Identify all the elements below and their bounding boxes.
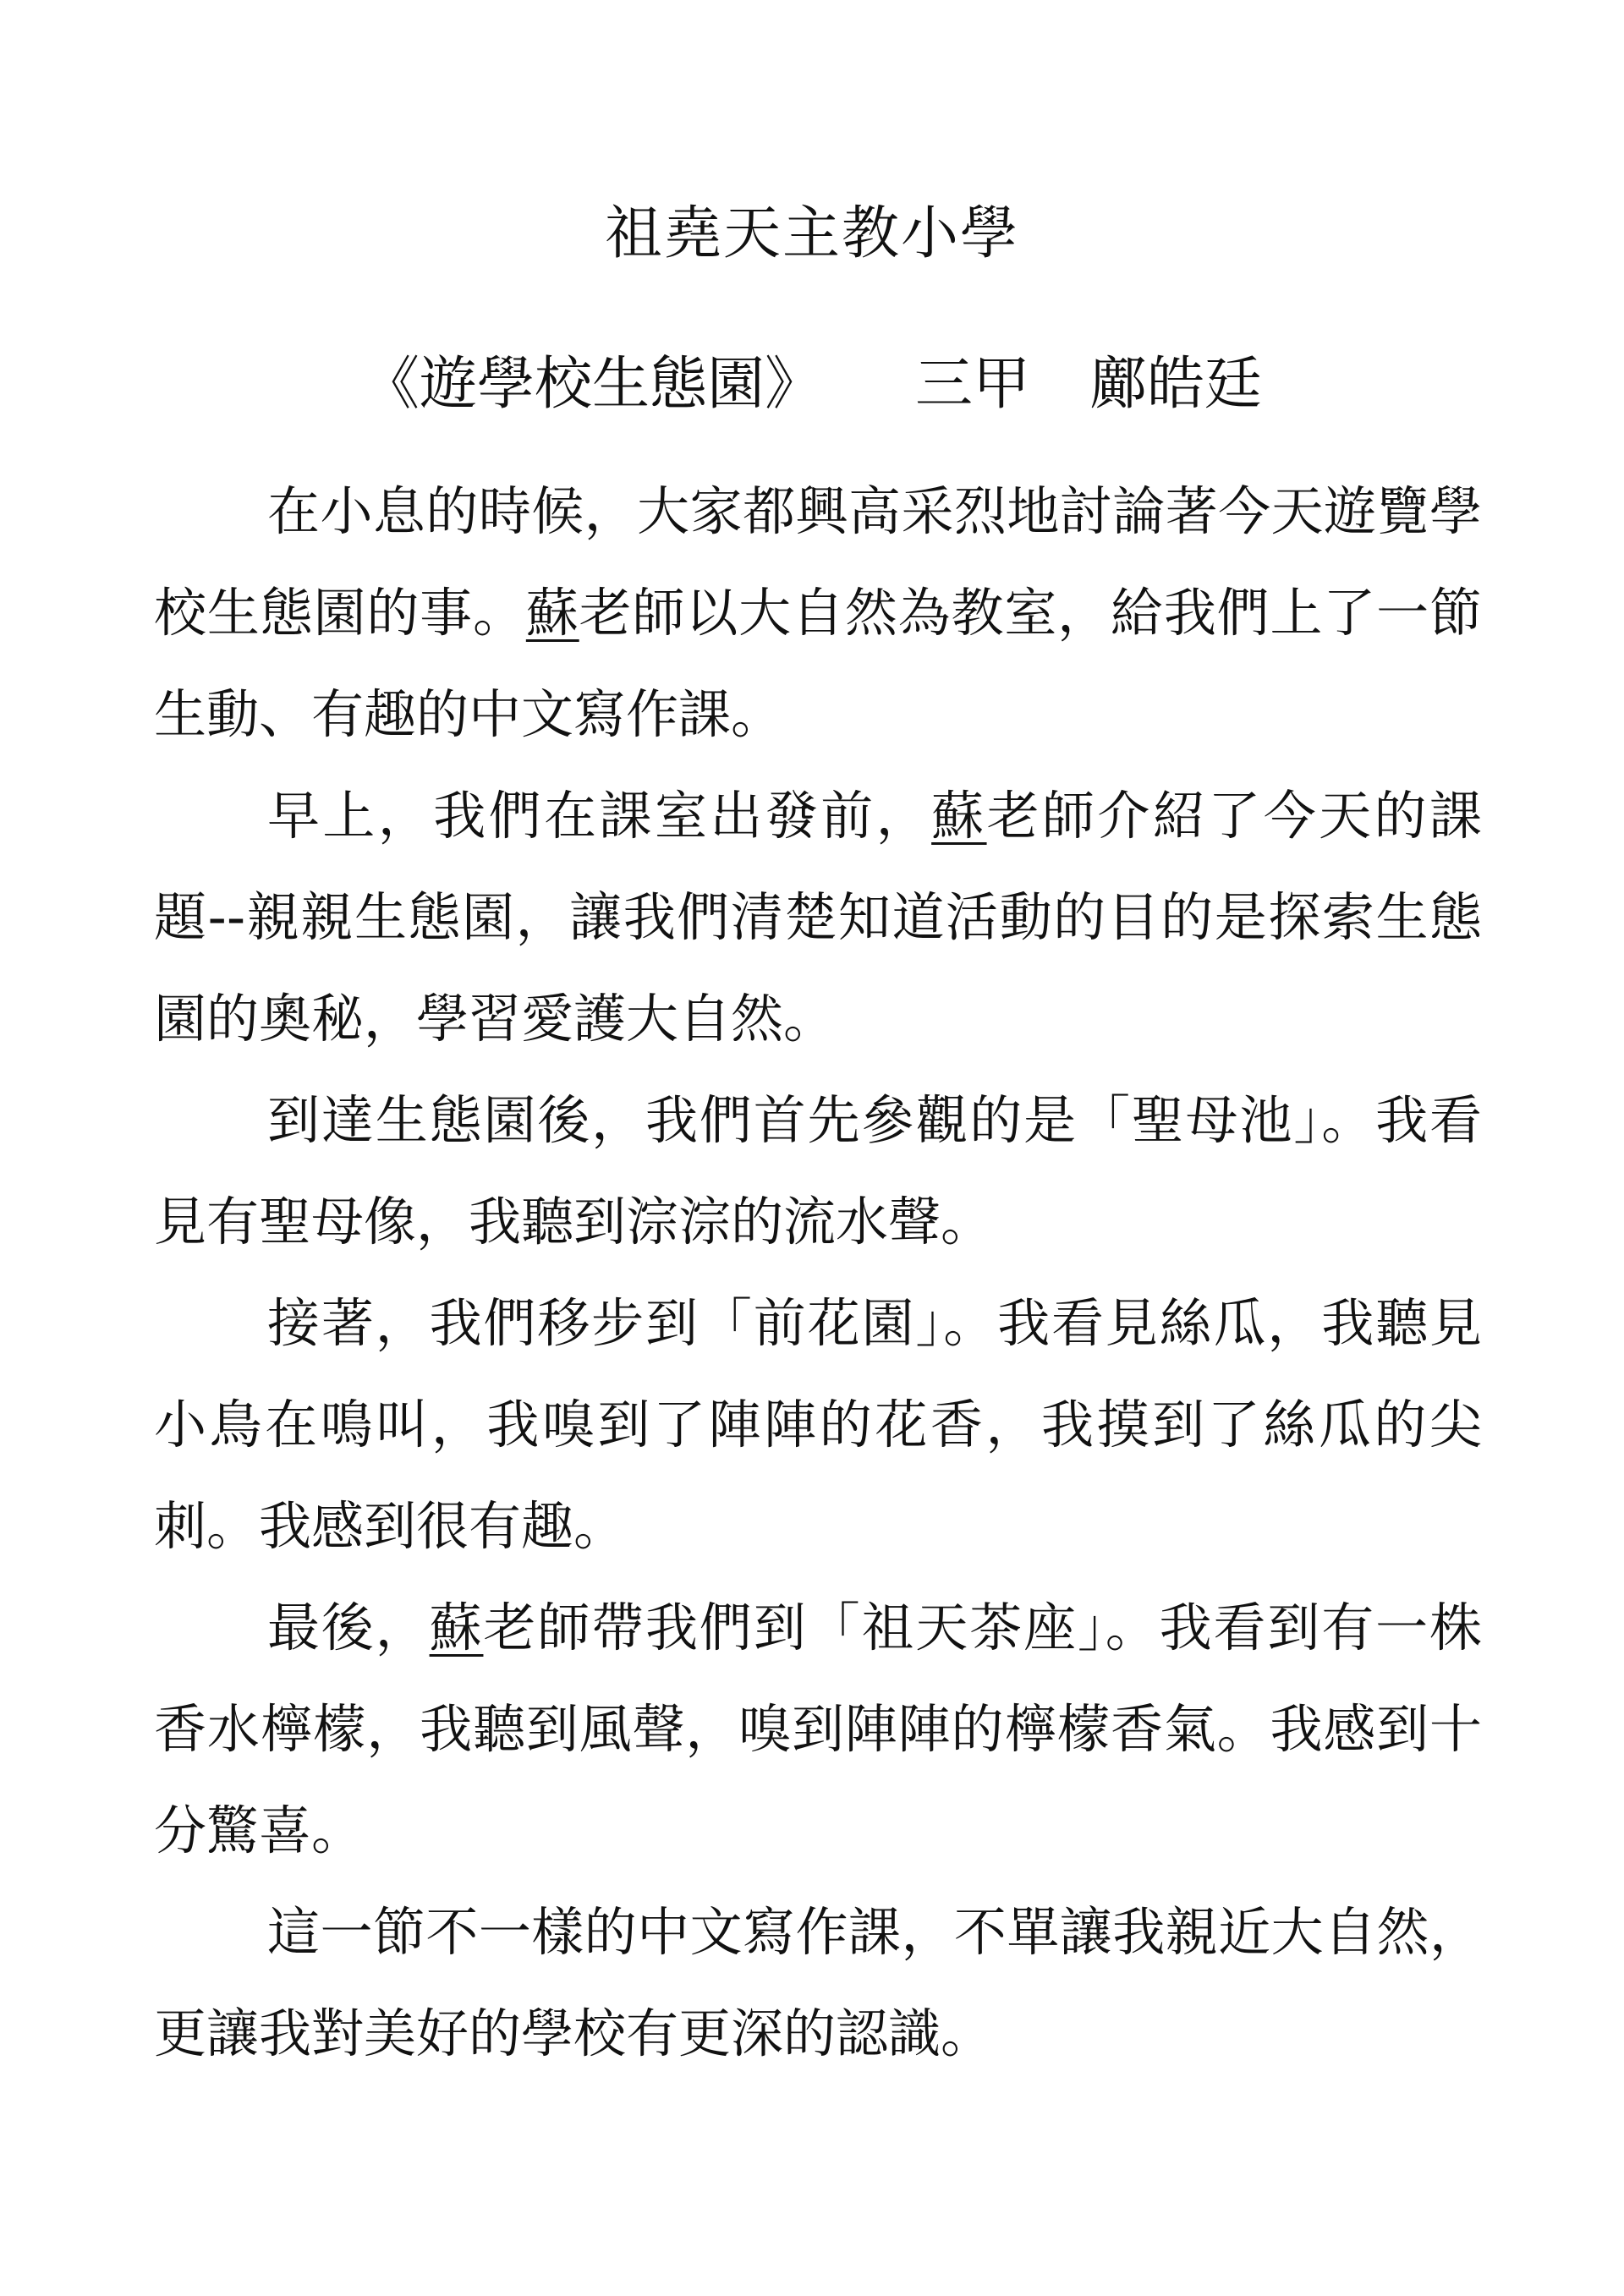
essay-paragraph-3 bbox=[154, 1070, 1482, 1273]
essay-heading bbox=[0, 347, 1624, 423]
essay-paragraph-1 bbox=[154, 461, 1482, 765]
essay-paragraph-2 bbox=[154, 765, 1482, 1070]
paragraph-segment: 在小息的時候，大家都興高采烈地討論著今天遊覽學校生態園的事。 bbox=[154, 480, 1482, 644]
class-name: 三甲 bbox=[914, 351, 1030, 418]
paragraph-segment: 接著，我們移步到「前花園」。我看見絲瓜，我聽見小鳥在鳴叫，我嗅到了陣陣的花香，我摸到了絲瓜的尖刺。我感到很有趣。 bbox=[154, 1292, 1482, 1557]
teacher-name-underlined: 蘇 bbox=[931, 785, 987, 847]
essay-paragraph-5 bbox=[154, 1577, 1482, 1882]
teacher-name-underlined: 蘇 bbox=[525, 582, 579, 644]
paragraph-segment: 老師以大自然為教室，給我們上了一節生動、有趣的中文寫作課。 bbox=[154, 582, 1482, 745]
essay-title: 《遊學校生態園》 bbox=[361, 351, 822, 418]
school-title: 祖堯天主教小學 bbox=[604, 200, 1019, 267]
teacher-name-underlined: 蘇 bbox=[429, 1597, 484, 1658]
essay-paragraph-6 bbox=[154, 1882, 1482, 2085]
paragraph-segment: 老師帶我們到「祖天茶座」。我看到有一株香水檸檬，我聽到風聲，嗅到陣陣的檸檬香氣。我感到十分驚喜。 bbox=[154, 1597, 1482, 1861]
paragraph-segment: 這一節不一樣的中文寫作課，不單讓我親近大自然，更讓我對美好的學校有更深的認識。 bbox=[154, 1901, 1482, 2064]
paragraph-segment: 最後， bbox=[267, 1597, 430, 1658]
essay-body bbox=[154, 461, 1482, 2085]
student-name: 鄺皓廷 bbox=[1089, 351, 1263, 418]
essay-paragraph-4 bbox=[154, 1273, 1482, 1577]
paragraph-segment: 早上，我們在課室出發前， bbox=[267, 785, 932, 847]
paragraph-segment: 老師介紹了今天的課題--親親生態園，讓我們清楚知道活動的目的是探索生態園的奧秘，學習愛護大自然。 bbox=[154, 785, 1482, 1049]
paragraph-segment: 到達生態園後，我們首先參觀的是「聖母池」。我看見有聖母像，我聽到淙淙的流水聲。 bbox=[154, 1089, 1482, 1252]
